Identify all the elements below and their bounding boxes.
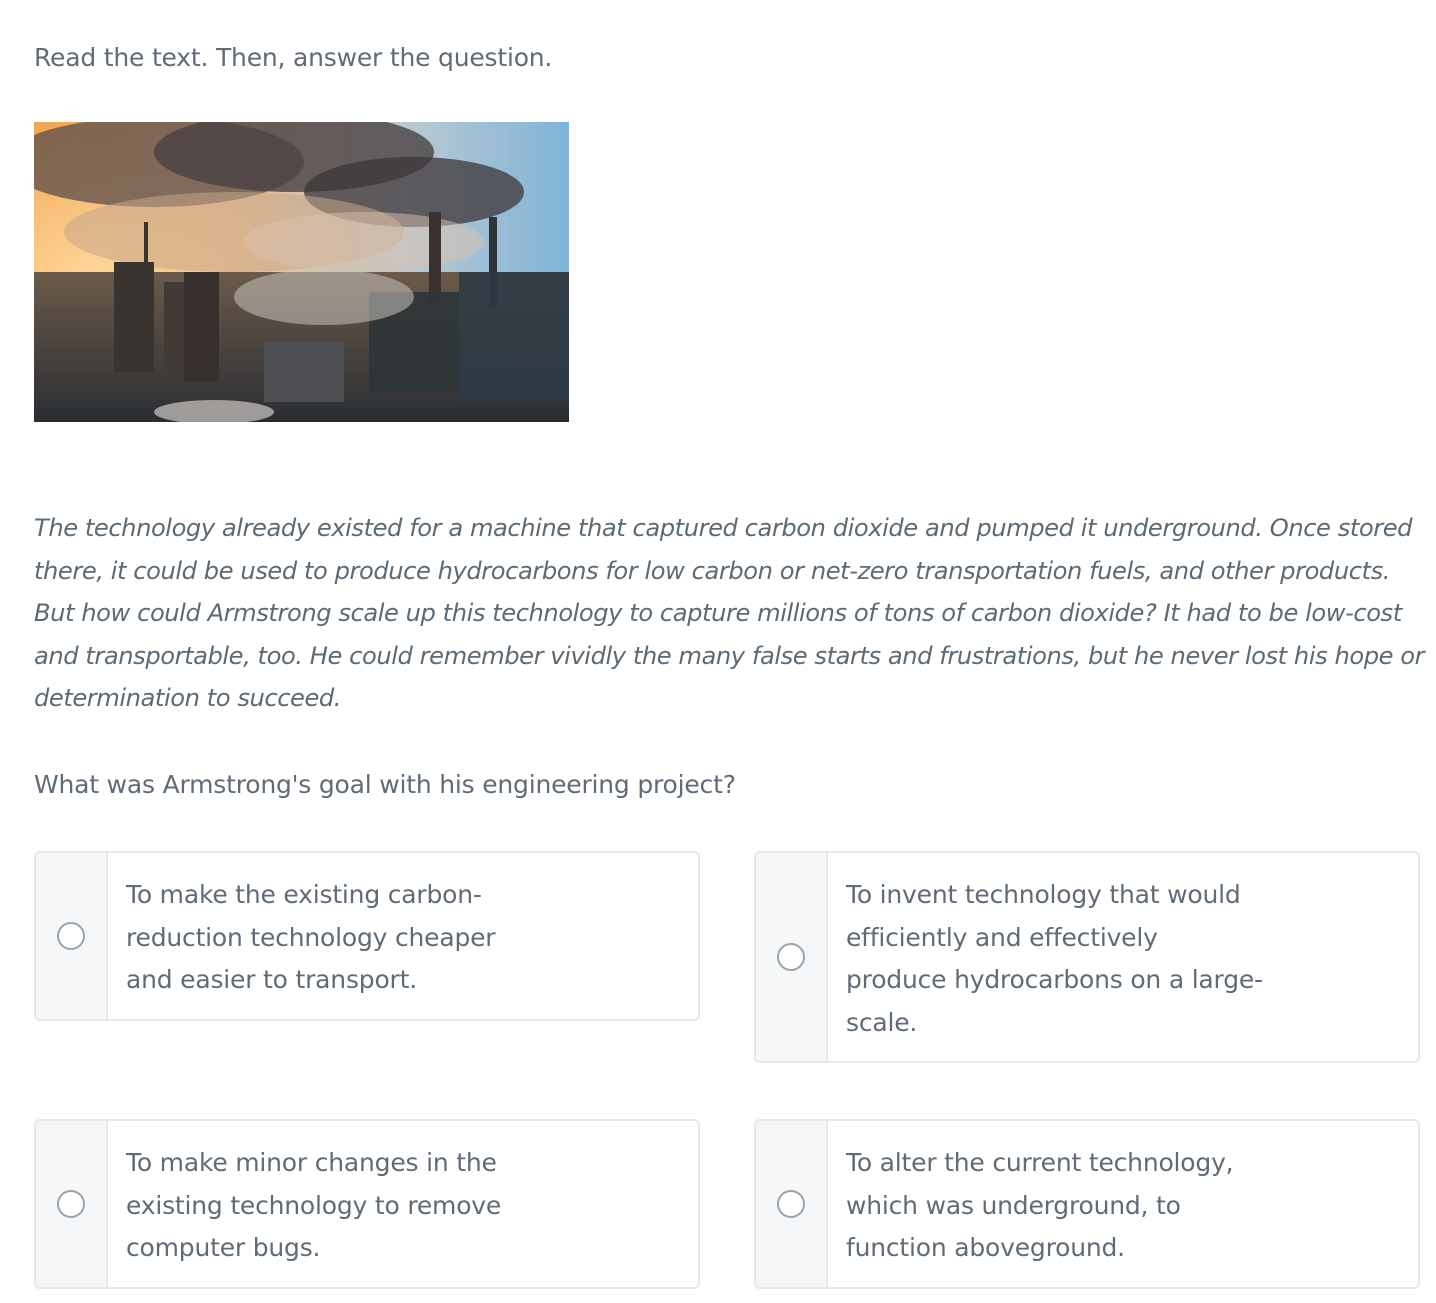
answer-choice-b[interactable] [754, 851, 1420, 1063]
answer-choice-label: To make the existing carbon- reduction technology cheaper and easier to transport. [126, 880, 496, 995]
answer-choice-label: To make minor changes in the existing technology to remove computer bugs. [126, 1148, 502, 1263]
question-text: What was Armstrong's goal with his engineering project? [34, 770, 736, 799]
radio-button[interactable] [777, 1190, 805, 1218]
radio-column [756, 1121, 828, 1287]
reading-passage: The technology already existed for a machine that captured carbon dioxide and pumped it underground. Once stored there, it could be used to produce hydrocarbons for low carbon or net-zero transportation fuels, and other products. But how could Armstrong scale up this technology to capture millions of tons of carbon dioxide? It had to be low-cost and transportable, too. He could remember vividly the many false starts and frustrations, but he never lost his hope or determination to succeed. [34, 514, 1425, 713]
radio-button[interactable] [57, 922, 85, 950]
factory-smoke-photo [34, 122, 569, 422]
radio-column [36, 1121, 108, 1287]
instruction-text: Read the text. Then, answer the question. [34, 43, 553, 72]
radio-button[interactable] [777, 943, 805, 971]
answer-choice-d[interactable] [754, 1119, 1420, 1289]
answer-choice-label: To invent technology that would efficiently and effectively produce hydrocarbons on a large- scale. [846, 880, 1263, 1037]
answer-choice-c[interactable] [34, 1119, 700, 1289]
radio-column [36, 853, 108, 1019]
radio-button[interactable] [57, 1190, 85, 1218]
answer-choice-label: To alter the current technology, which was underground, to function aboveground. [846, 1148, 1234, 1263]
radio-column [756, 853, 828, 1061]
answer-choice-a[interactable] [34, 851, 700, 1021]
